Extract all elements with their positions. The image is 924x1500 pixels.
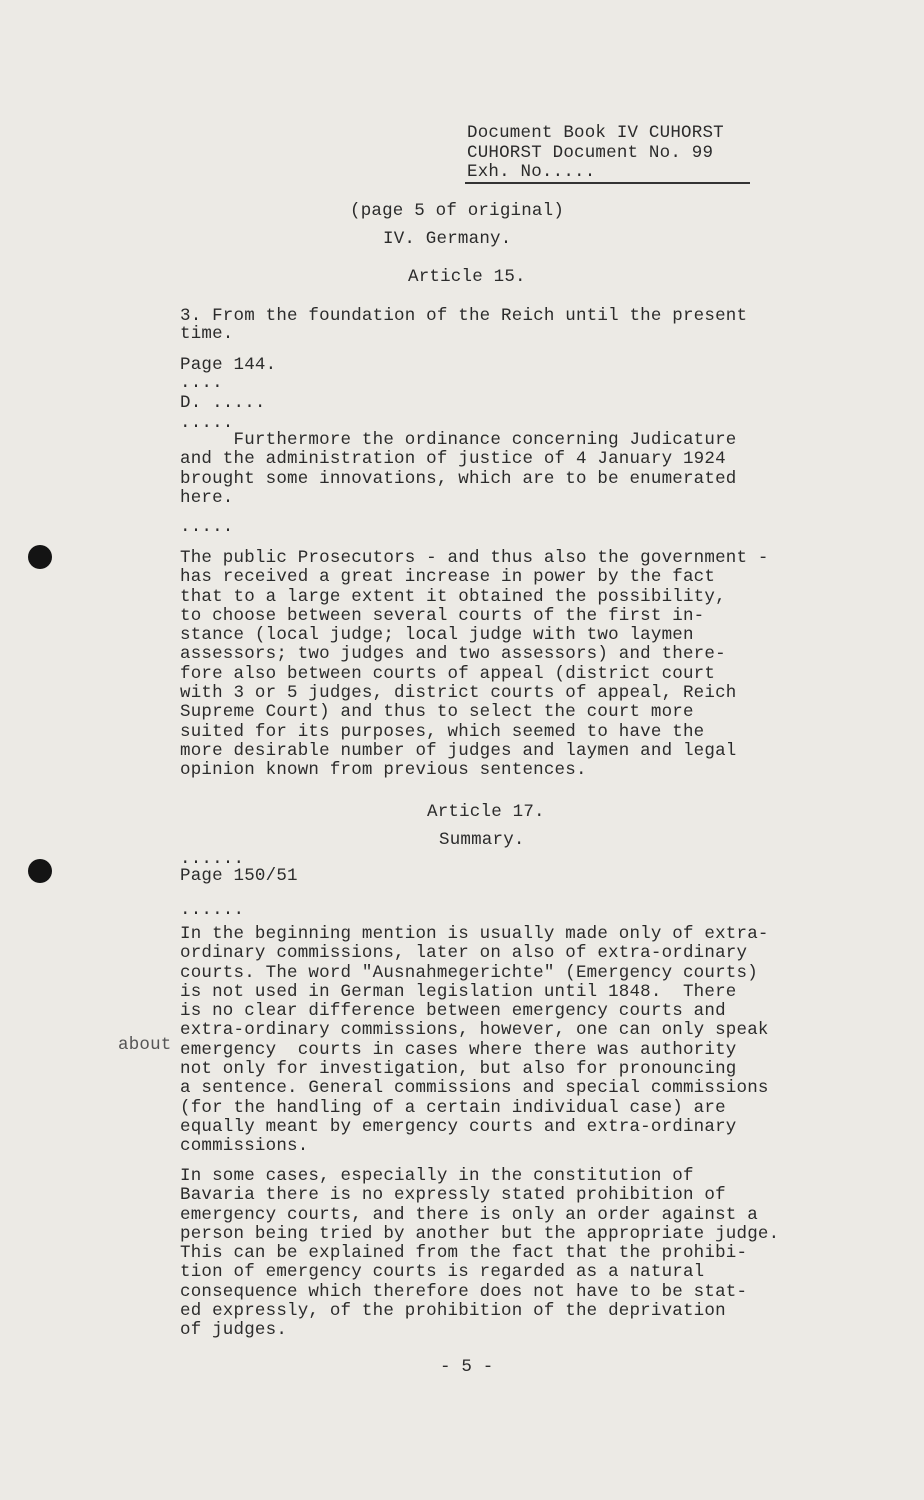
paragraph-line: here. — [180, 487, 234, 508]
paragraph-line: not only for investigation, but also for pronouncing — [180, 1059, 737, 1080]
d-line: D. ..... — [180, 393, 266, 413]
paragraph-line: commissions. — [180, 1136, 309, 1157]
article-17-title: Article 17. — [427, 802, 545, 822]
header-line-2: CUHORST Document No. 99 — [467, 143, 714, 163]
paragraph-line: opinion known from previous sentences. — [180, 760, 587, 781]
page-number: - 5 - — [440, 1357, 494, 1377]
paragraph-line: person being tried by another but the appropriate judge. — [180, 1223, 780, 1244]
paragraph-line: tion of emergency courts is regarded as a natural — [180, 1262, 705, 1283]
ellipsis-4: ...... — [180, 849, 245, 869]
paragraph-line: courts. The word "Ausnahmegerichte" (Emergency courts) — [180, 962, 758, 983]
margin-note: about — [118, 1035, 172, 1055]
paragraph-line: equally meant by emergency courts and extra-ordinary — [180, 1116, 737, 1137]
paragraph-line: suited for its purposes, which seemed to have the — [180, 721, 705, 742]
article-15-page-ref: Page 144. — [180, 355, 277, 375]
article-17-paragraph-2 — [180, 1167, 779, 1341]
section-heading: IV. Germany. — [383, 229, 512, 249]
ellipsis-5: ...... — [180, 900, 245, 920]
article-15-item-3-line-2: time. — [180, 324, 234, 344]
header-line-1: Document Book IV CUHORST — [467, 123, 724, 143]
paragraph-line: brought some innovations, which are to be enumerated — [180, 468, 737, 489]
paragraph-line: The public Prosecutors - and thus also the government - — [180, 548, 769, 568]
ellipsis-3: ..... — [180, 517, 234, 537]
paragraph-line: Bavaria there is no expressly stated prohibition of — [180, 1185, 726, 1206]
paragraph-line: with 3 or 5 judges, district courts of appeal, Reich — [180, 683, 737, 704]
header-line-3: Exh. No..... — [467, 162, 596, 182]
paragraph-line: a sentence. General commissions and special commissions — [180, 1078, 769, 1099]
article-15-item-3-line-1: 3. From the foundation of the Reich until the present — [180, 306, 748, 326]
paragraph-line: ordinary commissions, later on also of extra-ordinary — [180, 943, 748, 964]
paragraph-line: emergency courts, and there is only an order against a — [180, 1204, 758, 1225]
paragraph-line: emergency courts in cases where there was authority — [180, 1039, 737, 1060]
paragraph-line: (for the handling of a certain individual case) are — [180, 1097, 726, 1118]
article-15-paragraph-2 — [180, 549, 769, 781]
paragraph-line: fore also between courts of appeal (district court — [180, 663, 716, 684]
paragraph-line: to choose between several courts of the first in- — [180, 605, 705, 626]
paragraph-line: Furthermore the ordinance concerning Judicature — [180, 430, 737, 450]
paragraph-line: In the beginning mention is usually made only of extra- — [180, 924, 769, 944]
paragraph-line: more desirable number of judges and laymen and legal — [180, 740, 737, 761]
article-17-paragraph-1 — [180, 925, 769, 1157]
paragraph-line: extra-ordinary commissions, however, one can only speak — [180, 1020, 769, 1041]
paragraph-line: is no clear difference between emergency courts and — [180, 1001, 726, 1022]
paragraph-line: assessors; two judges and two assessors) and there- — [180, 644, 726, 665]
paragraph-line: consequence which therefore does not have to be stat- — [180, 1281, 748, 1302]
punch-hole-top — [28, 545, 52, 569]
paragraph-line: stance (local judge; local judge with two laymen — [180, 625, 694, 646]
paragraph-line: Supreme Court) and thus to select the court more — [180, 702, 694, 723]
header-underline — [465, 182, 750, 184]
paragraph-line: ed expressly, of the prohibition of the deprivation — [180, 1301, 726, 1322]
page-note: (page 5 of original) — [350, 201, 565, 221]
paragraph-line: This can be explained from the fact that the prohibi- — [180, 1243, 748, 1264]
paragraph-line: In some cases, especially in the constitution of — [180, 1166, 694, 1186]
article-15-title: Article 15. — [408, 267, 526, 287]
paragraph-line: of judges. — [180, 1320, 288, 1341]
paragraph-line: is not used in German legislation until 1848. There — [180, 981, 737, 1002]
article-15-paragraph-1 — [180, 431, 737, 508]
punch-hole-bottom — [28, 859, 52, 883]
paragraph-line: has received a great increase in power by the fact — [180, 567, 716, 588]
article-17-page-ref: Page 150/51 — [180, 866, 298, 886]
paragraph-line: that to a large extent it obtained the possibility, — [180, 586, 726, 607]
paragraph-line: and the administration of justice of 4 January 1924 — [180, 449, 726, 470]
ellipsis-1: .... — [180, 373, 223, 393]
ellipsis-2: ..... — [180, 413, 234, 433]
article-17-subtitle: Summary. — [439, 830, 525, 850]
